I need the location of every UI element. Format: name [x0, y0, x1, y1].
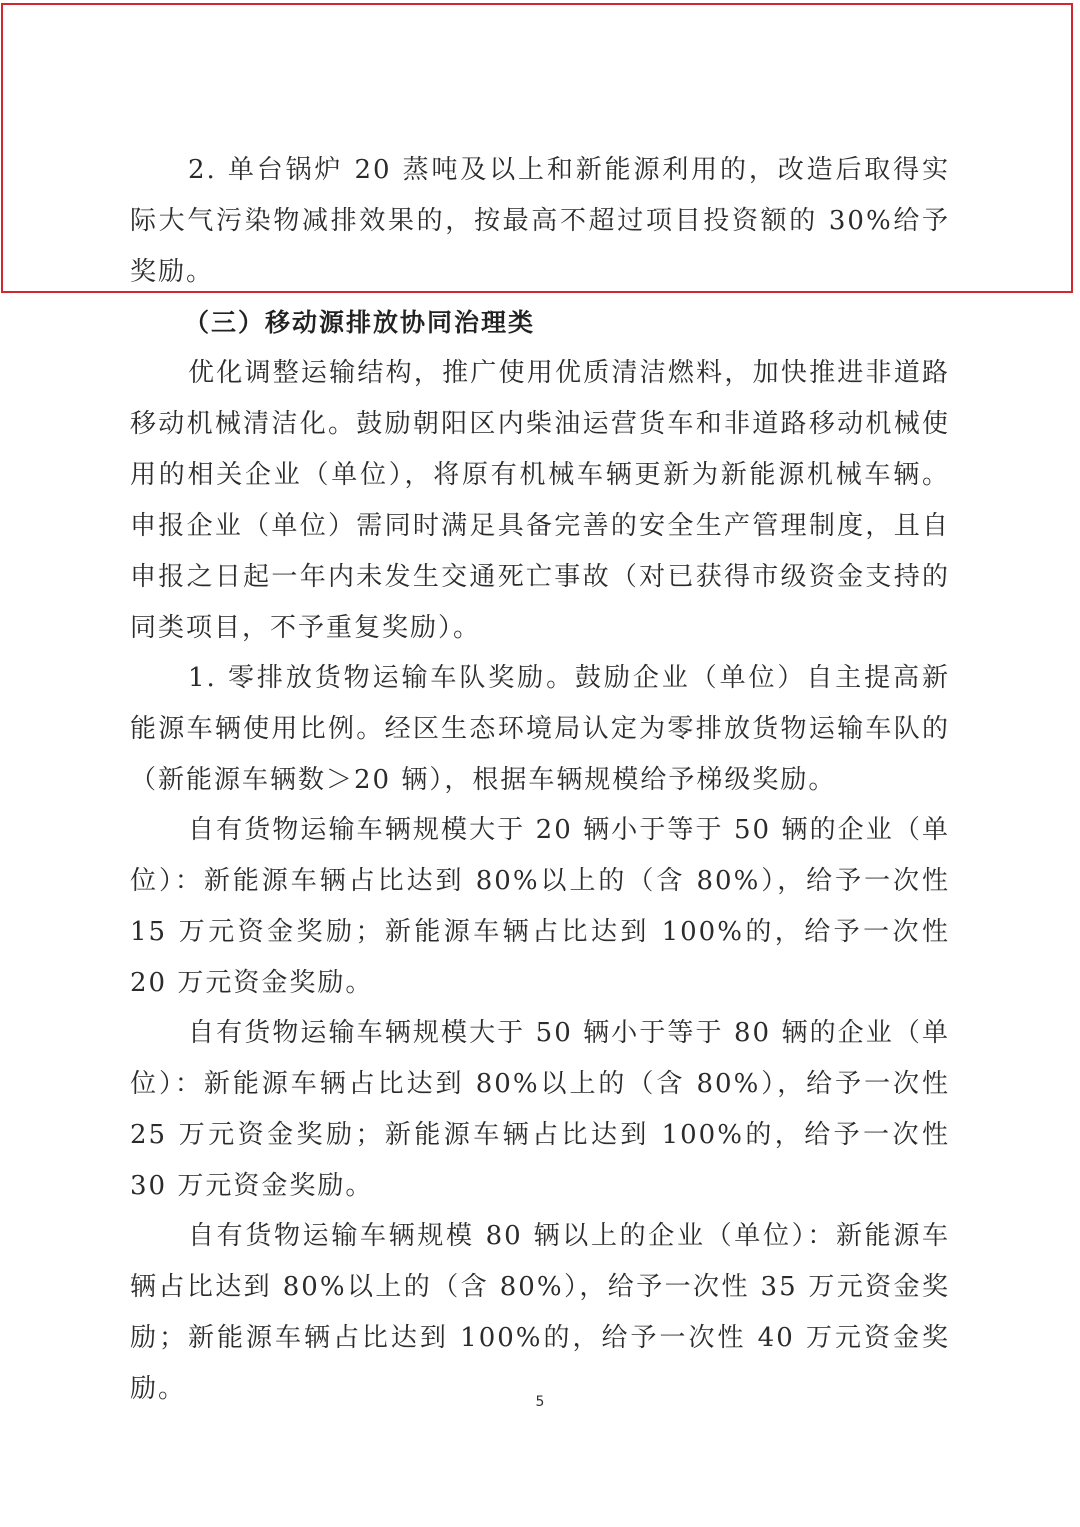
- paragraph-scale-50-80: 自有货物运输车辆规模大于 50 辆小于等于 80 辆的企业（单位）：新能源车辆占比达到 80%以上的（含 80%），给予一次性 25 万元资金奖励；新能源车辆占比达到 100%的，给予一次性 30 万元资金奖励。: [130, 1018, 950, 1201]
- section-heading-mobile-source: （三）移动源排放协同治理类: [184, 308, 536, 337]
- paragraph-scale-20-50: 自有货物运输车辆规模大于 20 辆小于等于 50 辆的企业（单位）：新能源车辆占比达到 80%以上的（含 80%），给予一次性 15 万元资金奖励；新能源车辆占比达到 100%的，给予一次性 20 万元资金奖励。: [130, 815, 950, 998]
- page-number: 5: [535, 1394, 545, 1410]
- paragraph-zero-emission-fleet: 1. 零排放货物运输车队奖励。鼓励企业（单位）自主提高新能源车辆使用比例。经区生态环境局认定为零排放货物运输车队的（新能源车辆数＞20 辆），根据车辆规模给予梯级奖励。: [130, 663, 950, 795]
- paragraph-scale-80-plus: 自有货物运输车辆规模 80 辆以上的企业（单位）：新能源车辆占比达到 80%以上的（含 80%），给予一次性 35 万元资金奖励；新能源车辆占比达到 100%的，给予一次性 40 万元资金奖励。: [130, 1221, 950, 1404]
- paragraph-transport-structure: 优化调整运输结构，推广使用优质清洁燃料，加快推进非道路移动机械清洁化。鼓励朝阳区内柴油运营货车和非道路移动机械使用的相关企业（单位），将原有机械车辆更新为新能源机械车辆。申报企业（单位）需同时满足具备完善的安全生产管理制度，且自申报之日起一年内未发生交通死亡事故（对已获得市级资金支持的同类项目，不予重复奖励）。: [130, 358, 950, 643]
- paragraph-boiler-reward: 2. 单台锅炉 20 蒸吨及以上和新能源利用的，改造后取得实际大气污染物减排效果的，按最高不超过项目投资额的 30%给予奖励。: [130, 155, 950, 287]
